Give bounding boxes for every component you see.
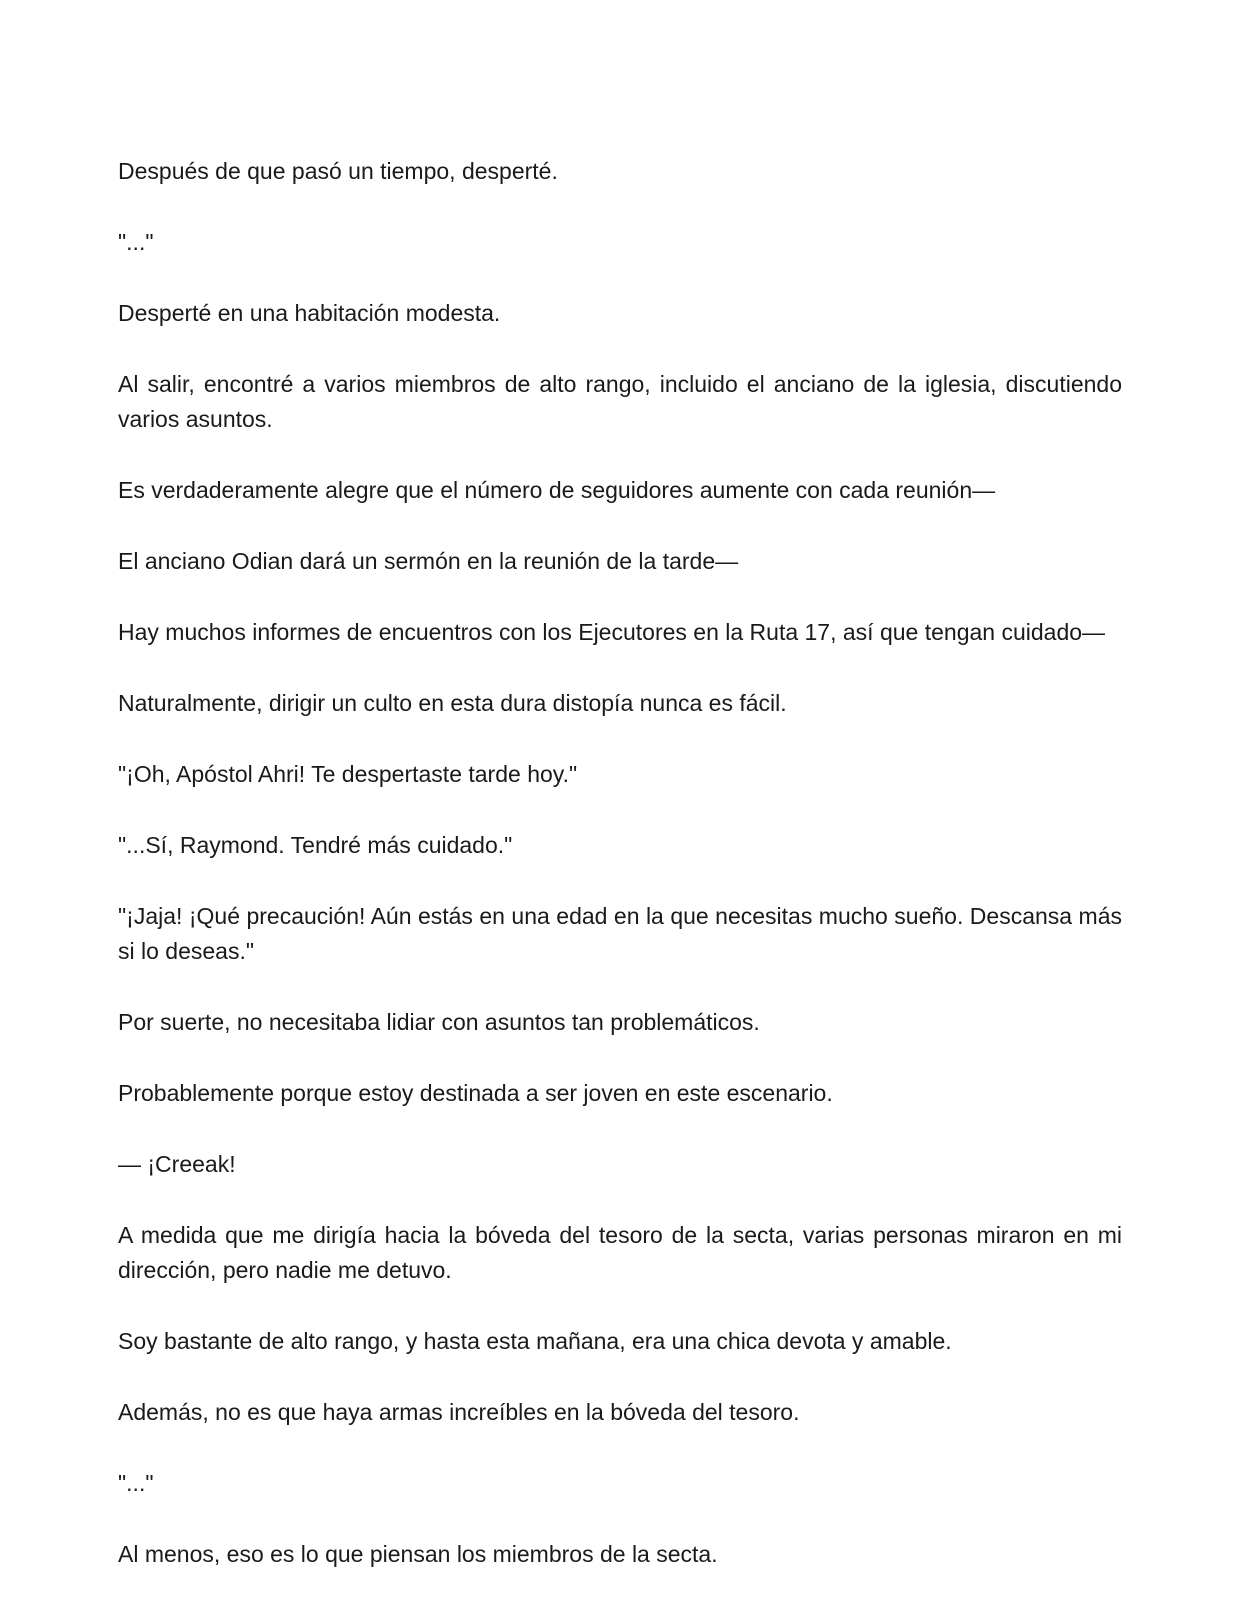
document-body xyxy=(118,154,1122,1608)
paragraph: Al salir, encontré a varios miembros de alto rango, incluido el anciano de la iglesia, discutiendo varios asuntos. xyxy=(118,371,1122,432)
paragraph: Soy bastante de alto rango, y hasta esta mañana, era una chica devota y amable. xyxy=(118,1328,952,1354)
paragraph: Al menos, eso es lo que piensan los miembros de la secta. xyxy=(118,1541,718,1567)
paragraph: — ¡Creeak! xyxy=(118,1151,236,1177)
paragraph: Por suerte, no necesitaba lidiar con asuntos tan problemáticos. xyxy=(118,1009,760,1035)
paragraph: "¡Jaja! ¡Qué precaución! Aún estás en una edad en la que necesitas mucho sueño. Descansa más si lo deseas." xyxy=(118,903,1122,964)
paragraph: "..." xyxy=(118,1470,154,1496)
paragraph: Hay muchos informes de encuentros con los Ejecutores en la Ruta 17, así que tengan cuidado— xyxy=(118,619,1106,645)
paragraph: Naturalmente, dirigir un culto en esta dura distopía nunca es fácil. xyxy=(118,690,787,716)
paragraph: Probablemente porque estoy destinada a ser joven en este escenario. xyxy=(118,1080,833,1106)
paragraph: Es verdaderamente alegre que el número de seguidores aumente con cada reunión— xyxy=(118,477,996,503)
paragraph: A medida que me dirigía hacia la bóveda del tesoro de la secta, varias personas miraron en mi dirección, pero nadie me detuvo. xyxy=(118,1222,1122,1283)
paragraph: Después de que pasó un tiempo, desperté. xyxy=(118,158,558,184)
paragraph: "¡Oh, Apóstol Ahri! Te despertaste tarde hoy." xyxy=(118,761,578,787)
paragraph: El anciano Odian dará un sermón en la reunión de la tarde— xyxy=(118,548,739,574)
paragraph: Además, no es que haya armas increíbles en la bóveda del tesoro. xyxy=(118,1399,800,1425)
paragraph: "..." xyxy=(118,229,154,255)
paragraph: "...Sí, Raymond. Tendré más cuidado." xyxy=(118,832,513,858)
paragraph: Desperté en una habitación modesta. xyxy=(118,300,501,326)
